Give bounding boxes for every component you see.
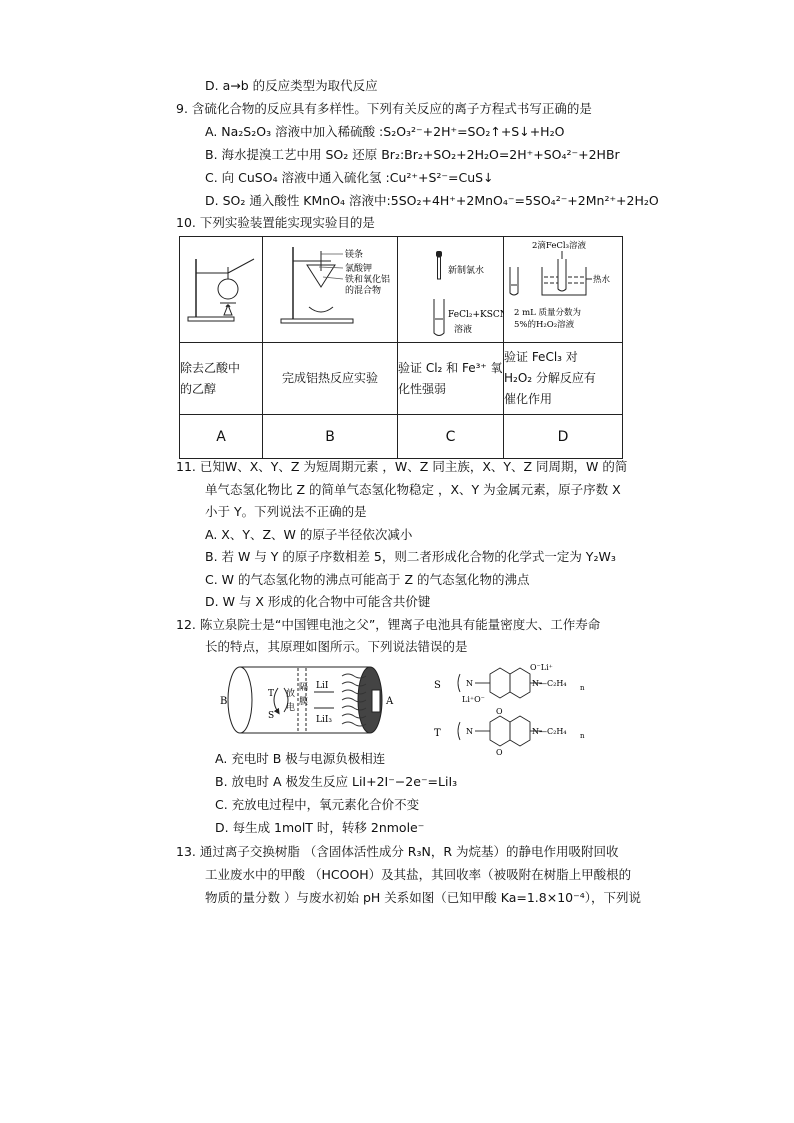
apparatus-b-cell (263, 237, 398, 343)
thermite-apparatus-figure (263, 237, 398, 339)
label-charge: 电 (286, 703, 296, 713)
choice-a: A (180, 415, 263, 459)
label-fecl3-drops: 2滴FeCl₃溶液 (532, 241, 587, 251)
q11-stem-1: 11. 已知W、X、Y、Z 为短周期元素 ，W、Z 同主族，X、Y、Z 同周期，W 的简 (176, 459, 628, 474)
purpose-b: 完成铝热反应实验 (263, 343, 398, 415)
q11-stem-3: 小于 Y。下列说法不正确的是 (205, 504, 367, 519)
electrode-a-label: A (386, 696, 394, 707)
q12-stem-2: 长的特点，其原理如图所示。下列说法错误的是 (205, 639, 468, 654)
label-solution: 溶液 (454, 325, 473, 335)
label-S: S (268, 711, 275, 721)
label-fe-al2o3: 铁和氧化铝 (345, 275, 391, 285)
struct-T-o-bottom: O (496, 748, 503, 755)
q9-option-b: B. 海水提溴工艺中用 SO₂ 还原 Br₂:Br₂+SO₂+2H₂O=2H⁺+SO₄²⁻+2HBr (205, 147, 620, 162)
purpose-c: 验证 Cl₂ 和 Fe³⁺ 氧 化性强弱 (398, 343, 504, 415)
purpose-a: 除去乙酸中 的乙醇 (180, 343, 263, 415)
label-membrane-2: 膜 (299, 697, 309, 707)
struct-T-subscript: n (580, 732, 585, 740)
label-membrane-1: 隔 (299, 683, 309, 693)
label-h2o2-solution: 5%的H₂O₂溶液 (514, 320, 575, 330)
struct-T-n: N (466, 727, 473, 736)
struct-S-subscript: n (580, 684, 585, 692)
distillation-apparatus-figure (180, 237, 263, 339)
q12-option-c: C. 充放电过程中，氧元素化合价不变 (215, 797, 420, 812)
q11-option-d: D. W 与 X 形成的化合物中可能含共价键 (205, 594, 431, 609)
q9-stem: 9. 含硫化合物的反应具有多样性。下列有关反应的离子方程式书写正确的是 (176, 101, 592, 116)
q13-stem-3: 物质的量分数 ）与废水初始 pH 关系如图（已知甲酸 Ka=1.8×10⁻⁴），下列说 (205, 890, 641, 905)
struct-li-bottom: Li⁺O⁻ (462, 695, 485, 704)
q12-option-d: D. 每生成 1molT 时，转移 2nmole⁻ (215, 820, 425, 835)
choice-c: C (398, 415, 504, 459)
label-2ml-fraction: 2 mL 质量分数为 (514, 308, 582, 318)
q9-option-c: C. 向 CuSO₄ 溶液中通入硫化氢 :Cu²⁺+S²⁻=CuS↓ (205, 170, 494, 185)
label-chlorine-water: 新制氯水 (448, 266, 485, 276)
q11-option-a: A. X、Y、Z、W 的原子半径依次减小 (205, 527, 413, 542)
label-discharge: 放 (286, 689, 296, 699)
label-fecl2-kscn: FeCl₂+KSCN (448, 310, 504, 320)
q8-option-d: D. a→b 的反应类型为取代反应 (205, 78, 378, 93)
q12-option-a: A. 充电时 B 极与电源负极相连 (215, 751, 386, 766)
q9-option-a: A. Na₂S₂O₃ 溶液中加入稀硫酸 :S₂O₃²⁻+2H⁺=SO₂↑+S↓+H₂O (205, 124, 565, 139)
apparatus-d-cell (504, 237, 623, 343)
label-lil: LiI (316, 681, 329, 691)
q11-stem-2: 单气态氢化物比 Z 的简单气态氢化物稳定 ，X、Y 为金属元素，原子序数 X (205, 482, 621, 497)
struct-S-chain: N—C₂H₄ (532, 679, 567, 688)
q12-stem-1: 12. 陈立泉院士是“中国锂电池之父”，锂离子电池具有能量密度大、工作寿命 (176, 617, 601, 632)
q12-option-b: B. 放电时 A 极发生反应 LiI+2I⁻−2e⁻=LiI₃ (215, 774, 458, 789)
q13-stem-2: 工业废水中的甲酸 （HCOOH）及其盐，其回收率（被吸附在树脂上甲酸根的 (205, 867, 632, 882)
electrode-b-label: B (220, 696, 228, 707)
q11-option-b: B. 若 W 与 Y 的原子序数相差 5，则二者形成化合物的化学式一定为 Y₂W₃ (205, 549, 616, 564)
label-mg-strip: 镁条 (345, 250, 364, 260)
q13-stem-1: 13. 通过离子交换树脂 （含固体活性成分 R₃N，R 为烷基）的静电作用吸附回收 (176, 844, 619, 859)
choice-d: D (504, 415, 623, 459)
apparatus-a-cell (180, 237, 263, 343)
label-mixture: 的混合物 (345, 286, 382, 296)
oxidation-test-figure (398, 237, 504, 339)
struct-T-chain: N—C₂H₄ (532, 727, 567, 736)
purpose-d: 验证 FeCl₃ 对 H₂O₂ 分解反应有 催化作用 (504, 343, 623, 415)
struct-S-n: N (466, 679, 473, 688)
battery-diagram (218, 662, 400, 740)
q11-option-c: C. W 的气态氢化物的沸点可能高于 Z 的气态氢化物的沸点 (205, 572, 530, 587)
struct-li-top: O⁻Li⁺ (530, 663, 553, 672)
label-lil3: LiI₃ (316, 715, 333, 725)
catalysis-test-figure (504, 237, 623, 339)
q10-apparatus-table (179, 236, 623, 459)
label-T: T (268, 689, 275, 699)
q9-option-d: D. SO₂ 通入酸性 KMnO₄ 溶液中:5SO₂+4H⁺+2MnO₄⁻=5SO₄²⁻+2Mn²⁺+2H₂O (205, 193, 659, 208)
label-kclo3: 氯酸钾 (345, 264, 373, 274)
choice-b: B (263, 415, 398, 459)
struct-S-label: S (434, 680, 441, 691)
label-hot-water: 热水 (593, 275, 611, 285)
struct-T-label: T (434, 728, 441, 739)
apparatus-c-cell (398, 237, 504, 343)
q10-stem: 10. 下列实验装置能实现实验目的是 (176, 215, 375, 230)
polymer-structures (430, 660, 590, 755)
struct-T-o-top: O (496, 707, 503, 716)
